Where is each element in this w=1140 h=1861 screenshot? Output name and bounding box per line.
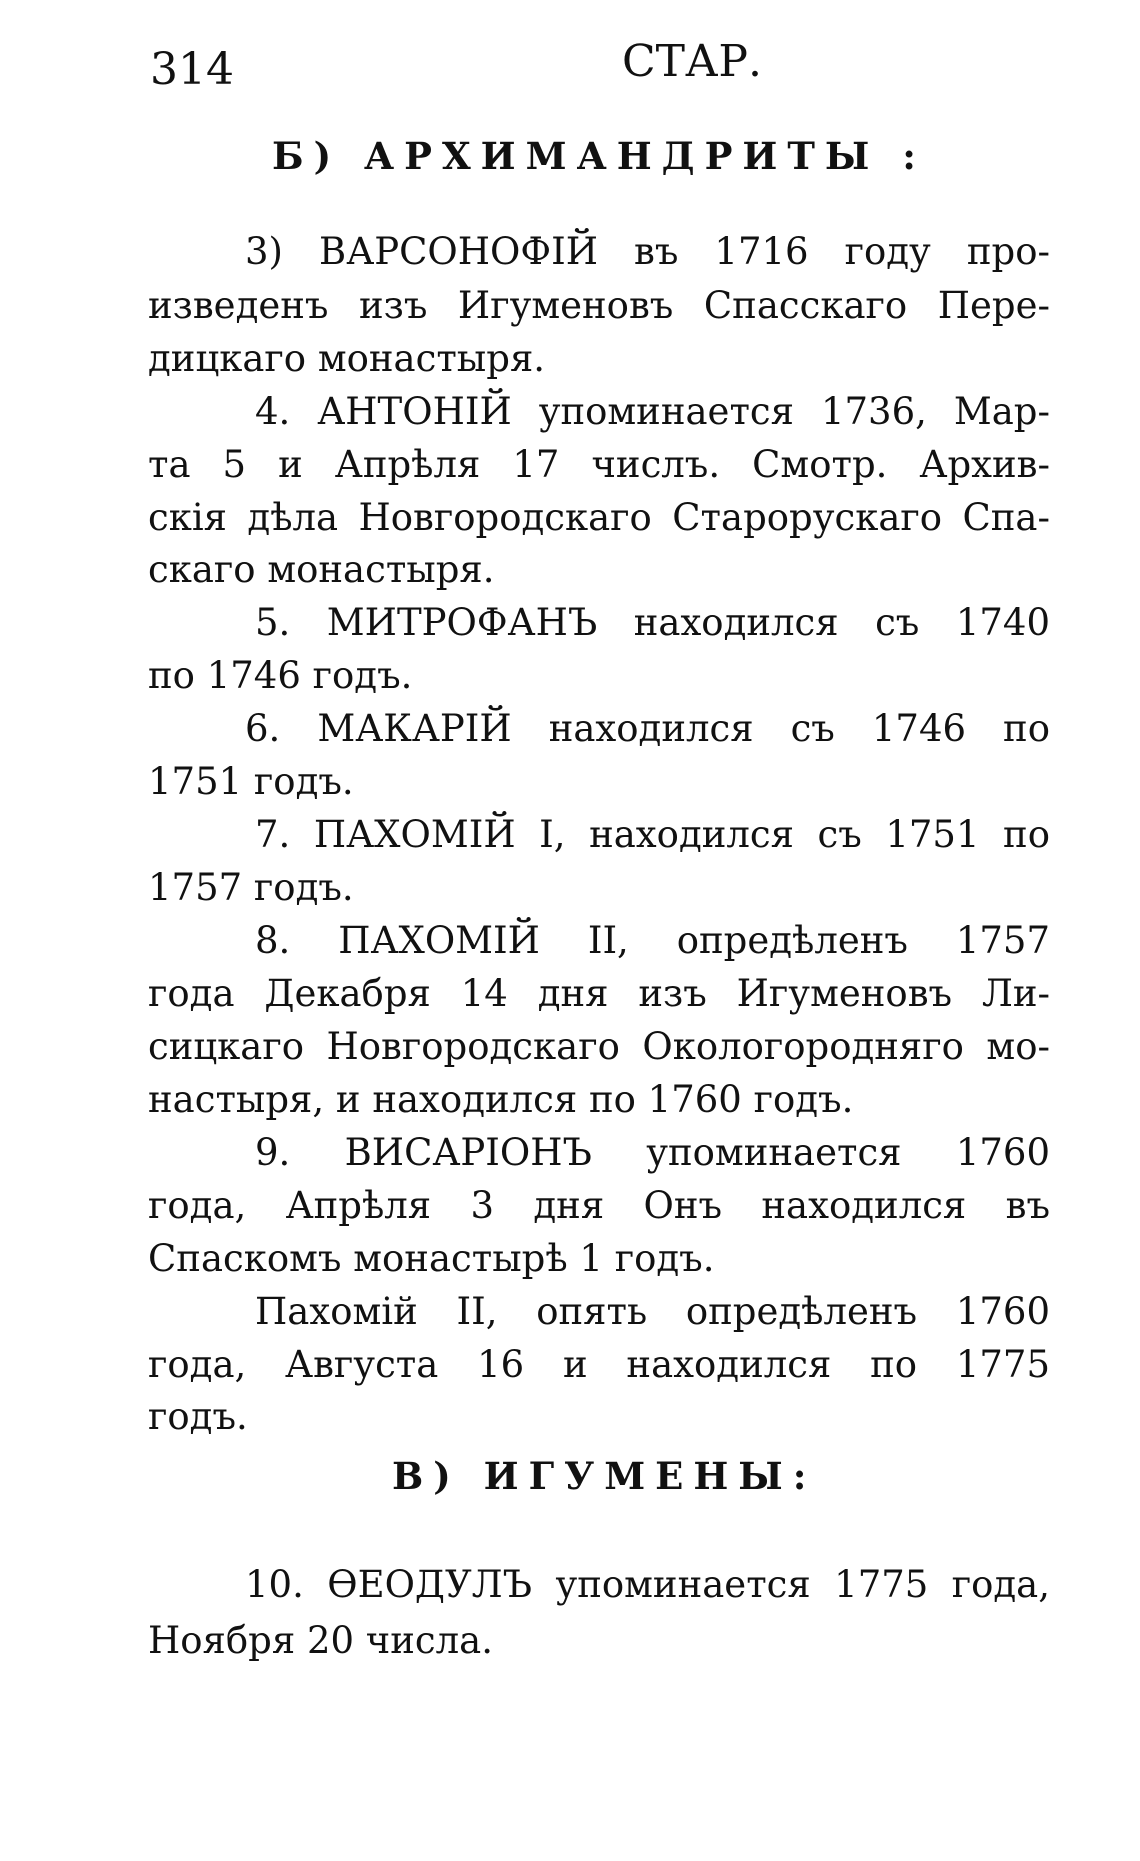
- entry-line: года, Апрѣля 3 дня Онъ находился въ: [148, 1184, 1050, 1227]
- entry-line: года Декабря 14 дня изъ Игуменовъ Ли-: [148, 972, 1050, 1015]
- entry-line: 9. ВИСАРІОНЪ упоминается 1760: [255, 1131, 1050, 1174]
- entry-line: Спаскомъ монастырѣ 1 годъ.: [148, 1237, 715, 1280]
- entry-line: 1757 годъ.: [148, 866, 354, 909]
- entry-line: Пахомій II, опять опредѣленъ 1760: [255, 1290, 1050, 1333]
- running-title: СТАР.: [622, 36, 762, 87]
- entry-line: скаго монастыря.: [148, 548, 495, 591]
- entry-line: Ноября 20 числа.: [148, 1619, 493, 1662]
- entry-line: 8. ПАХОМІЙ II, опредѣленъ 1757: [255, 919, 1050, 962]
- entry-line: годъ.: [148, 1395, 248, 1438]
- entry-line: 10. ѲЕОДУЛЪ упоминается 1775 года,: [245, 1563, 1050, 1606]
- section-heading-hegumens: В) ИГУМЕНЫ:: [392, 1454, 817, 1498]
- entry-line: 5. МИТРОФАНЪ находился съ 1740: [255, 601, 1050, 644]
- entry-line: года, Августа 16 и находился по 1775: [148, 1343, 1050, 1386]
- entry-line: сицкаго Новгородскаго Окологородняго мо-: [148, 1025, 1050, 1068]
- entry-line: 4. АНТОНІЙ упоминается 1736, Мар-: [255, 390, 1050, 433]
- entry-line: скія дѣла Новгородскаго Старорускаго Спа-: [148, 496, 1050, 539]
- entry-line: по 1746 годъ.: [148, 654, 413, 697]
- entry-line: 6. МАКАРІЙ находился съ 1746 по: [245, 707, 1050, 750]
- entry-line: настыря, и находился по 1760 годъ.: [148, 1078, 854, 1121]
- section-heading-archimandrites: Б) АРХИМАНДРИТЫ :: [272, 134, 926, 178]
- entry-line: изведенъ изъ Игуменовъ Спасскаго Пере-: [148, 284, 1050, 327]
- entry-line: 3) ВАРСОНОФІЙ въ 1716 году про-: [245, 230, 1050, 273]
- entry-line: 1751 годъ.: [148, 760, 354, 803]
- entry-line: дицкаго монастыря.: [148, 337, 546, 380]
- entry-line: 7. ПАХОМІЙ I, находился съ 1751 по: [255, 813, 1050, 856]
- entry-line: та 5 и Апрѣля 17 числъ. Смотр. Архив-: [148, 443, 1050, 486]
- page-number: 314: [150, 44, 234, 95]
